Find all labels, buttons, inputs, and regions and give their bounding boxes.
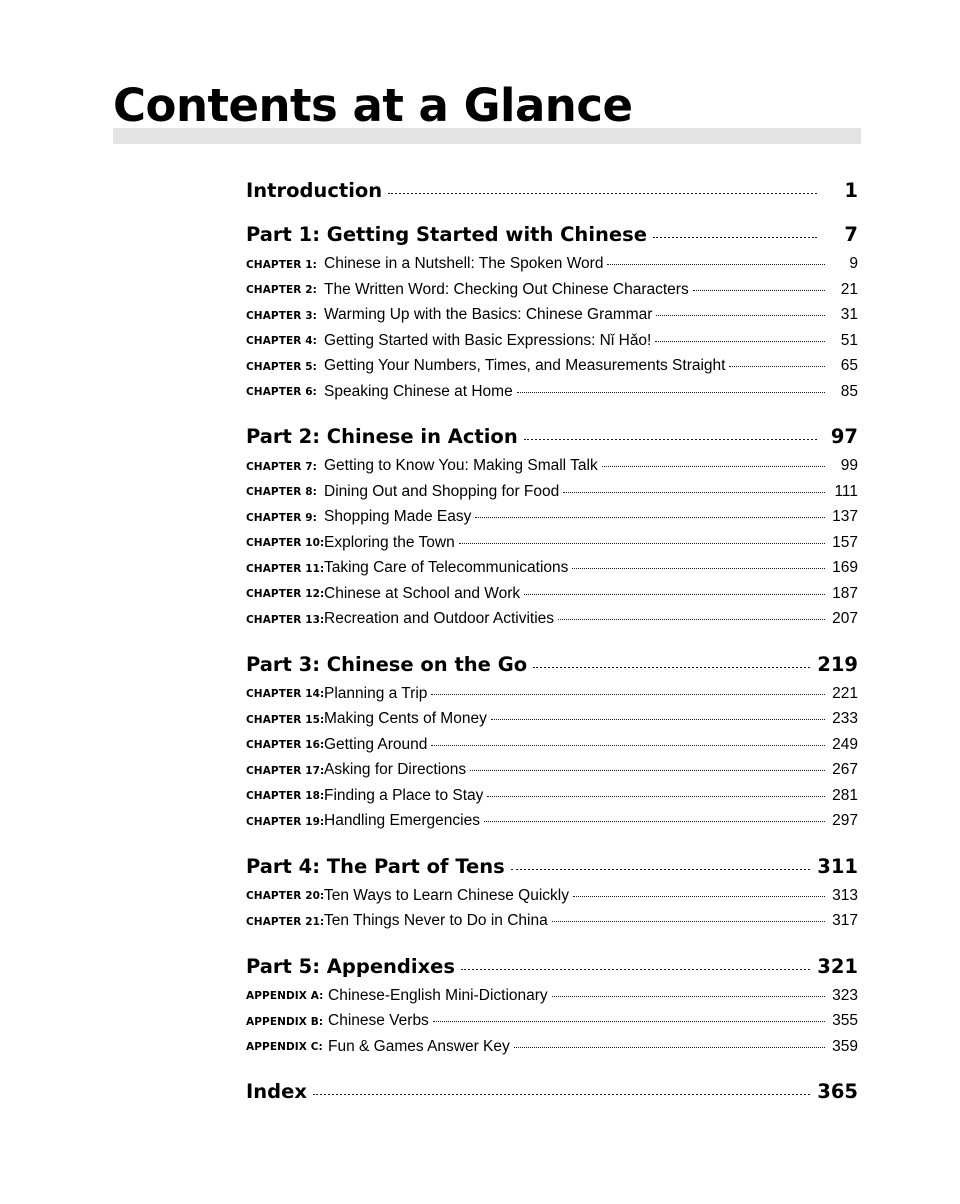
toc-dot-leader [491,719,825,720]
toc-chapter-label: Getting Your Numbers, Times, and Measurements Straight [324,357,726,374]
toc-chapter-row[interactable] [246,556,858,582]
toc-chapter-label: Exploring the Town [324,533,455,551]
toc-dot-leader [558,619,825,620]
toc-chapter-number: CHAPTER 8: [246,486,317,498]
toc-chapter-number: CHAPTER 12: [246,588,325,600]
toc-page-number: 281 [832,786,858,804]
toc-chapter-number: APPENDIX A: [246,990,324,1002]
toc-page-number: 169 [832,559,858,576]
toc-chapter-row[interactable] [246,607,858,633]
toc-chapter-row[interactable] [246,531,858,557]
toc-page-number: 157 [832,533,858,551]
toc-chapter-row[interactable] [246,505,858,531]
toc-page-number: 9 [849,255,858,272]
toc-chapter-label: Warming Up with the Basics: Chinese Grammar [324,306,653,323]
toc-chapter-number: CHAPTER 17: [246,764,325,777]
toc-chapter-label: Chinese-English Mini-Dictionary [328,986,548,1004]
toc-chapter-row[interactable] [246,784,858,810]
toc-chapter-row[interactable] [246,884,858,910]
toc-chapter-label: Chinese Verbs [328,1012,429,1029]
toc-part-label: Part 1: Getting Started with Chinese [246,223,647,246]
toc-dot-leader [693,290,825,291]
toc-chapter-row[interactable] [246,303,858,329]
toc-chapter-number: CHAPTER 11: [246,562,325,575]
toc-dot-leader [563,492,825,493]
toc-page-number: 99 [840,457,858,474]
toc-chapter-number: CHAPTER 2: [246,284,317,296]
toc-page-number: 311 [817,854,858,878]
toc-chapter-row[interactable] [246,1009,858,1035]
toc-chapter-label: Planning a Trip [324,684,428,702]
toc-chapter-number: CHAPTER 6: [246,386,317,398]
toc-page-number: 7 [844,223,858,246]
toc-dot-leader [514,1047,825,1048]
toc-chapter-number: CHAPTER 4: [246,335,317,347]
toc-page-number: 359 [832,1037,858,1055]
toc-chapter-number: CHAPTER 9: [246,511,317,524]
toc-dot-leader [484,821,825,822]
toc-dot-leader [656,315,825,316]
toc-part-row[interactable] [246,954,858,979]
toc-chapter-label: Recreation and Outdoor Activities [324,610,555,627]
toc-dot-leader [573,896,825,897]
toc-part-row[interactable] [246,424,858,449]
toc-dot-leader [572,568,825,569]
toc-dot-leader [511,869,811,870]
toc-dot-leader [431,694,825,695]
toc-dot-leader [459,543,825,544]
toc-chapter-label: The Written Word: Checking Out Chinese Characters [324,280,689,298]
toc-chapter-label: Getting Around [324,735,428,753]
toc-page-number: 355 [832,1012,858,1029]
toc-chapter-label: Ten Things Never to Do in China [324,912,548,929]
toc-page-number: 137 [832,508,858,525]
toc-part-row[interactable] [246,1079,858,1104]
page-title: Contents at a Glance [113,79,633,132]
toc-dot-leader [517,392,825,393]
toc-chapter-number: CHAPTER 5: [246,360,317,373]
page-title-block [113,78,873,134]
toc-chapter-label: Getting Started with Basic Expressions: Nǐ Hǎo! [324,331,652,349]
toc-page-number: 219 [817,652,858,676]
toc-chapter-row[interactable] [246,682,858,708]
toc-chapter-row[interactable] [246,480,858,506]
toc-dot-leader [461,969,810,970]
toc-dot-leader [552,921,825,922]
toc-chapter-label: Dining Out and Shopping for Food [324,482,560,500]
toc-chapter-label: Getting to Know You: Making Small Talk [324,457,598,474]
toc-chapter-number: CHAPTER 21: [246,915,325,928]
toc-page-number: 323 [832,986,858,1004]
toc-part-label: Part 3: Chinese on the Go [246,652,528,676]
toc-chapter-row[interactable] [246,252,858,278]
toc-chapter-number: CHAPTER 13: [246,613,325,626]
toc-page-number: 233 [832,710,858,727]
toc-page-number: 207 [832,610,858,627]
toc-chapter-label: Chinese in a Nutshell: The Spoken Word [324,255,604,272]
toc-chapter-label: Chinese at School and Work [324,584,521,602]
toc-chapter-number: CHAPTER 18: [246,790,325,802]
toc-chapter-number: CHAPTER 3: [246,309,317,322]
toc-chapter-number: CHAPTER 1: [246,258,317,271]
toc-chapter-number: CHAPTER 16: [246,739,325,751]
toc-chapter-label: Ten Ways to Learn Chinese Quickly [324,886,569,904]
toc-chapter-row[interactable] [246,354,858,380]
toc-page-number: 249 [832,735,858,753]
toc-page-number: 1 [844,179,858,202]
toc-page-number: 85 [840,382,858,400]
toc-dot-leader [433,1021,825,1022]
toc-part-label: Index [246,1080,307,1103]
toc-chapter-number: CHAPTER 19: [246,815,325,828]
toc-dot-leader [655,341,825,342]
toc-dot-leader [729,366,825,367]
toc-chapter-number: CHAPTER 15: [246,713,325,726]
toc-dot-leader [431,745,825,746]
toc-part-label: Part 5: Appendixes [246,954,455,978]
toc-chapter-row[interactable] [246,733,858,759]
toc-chapter-number: CHAPTER 20: [246,890,325,902]
toc-page-number: 51 [840,331,858,349]
toc-chapter-number: CHAPTER 7: [246,460,317,473]
toc-dot-leader [602,466,825,467]
toc-chapter-label: Fun & Games Answer Key [328,1037,510,1055]
toc-chapter-label: Finding a Place to Stay [324,786,484,804]
toc-chapter-number: APPENDIX B: [246,1015,324,1028]
toc-chapter-row[interactable] [246,909,858,935]
toc-dot-leader [524,594,825,595]
toc-page-number: 187 [832,584,858,602]
toc-chapter-label: Handling Emergencies [324,812,480,829]
toc-page-number: 21 [840,280,858,298]
toc-part-label: Part 4: The Part of Tens [246,854,505,878]
toc-chapter-label: Taking Care of Telecommunications [324,559,569,576]
toc-dot-leader [313,1094,810,1095]
toc-chapter-number: CHAPTER 14: [246,688,325,700]
toc-chapter-row[interactable] [246,582,858,608]
toc-chapter-row[interactable] [246,758,858,784]
toc-page-number: 65 [840,357,858,374]
toc-part-label: Introduction [246,179,383,202]
toc-part-label: Part 2: Chinese in Action [246,425,518,448]
toc-part-row[interactable] [246,222,858,247]
toc-dot-leader [487,796,825,797]
toc-part-row[interactable] [246,854,858,879]
toc-chapter-row[interactable] [246,454,858,480]
toc-page-number: 31 [840,306,858,323]
toc-chapter-row[interactable] [246,278,858,304]
toc-page-number: 317 [832,912,858,929]
toc-dot-leader [524,439,817,440]
toc-page-number: 111 [834,482,858,500]
toc-chapter-label: Shopping Made Easy [324,508,472,525]
toc-chapter-row[interactable] [246,1035,858,1061]
toc-part-row[interactable] [246,652,858,677]
toc-dot-leader [475,517,825,518]
toc-chapter-label: Making Cents of Money [324,710,487,727]
toc-dot-leader [653,237,817,238]
toc-chapter-number: CHAPTER 10: [246,537,325,549]
toc-chapter-row[interactable] [246,809,858,835]
toc-dot-leader [470,770,825,771]
toc-page-number: 321 [817,954,858,978]
toc-chapter-row[interactable] [246,707,858,733]
toc-chapter-number: APPENDIX C: [246,1041,323,1053]
table-of-contents [246,178,858,1109]
toc-page-number: 267 [832,761,858,778]
toc-page-number: 97 [830,425,858,448]
toc-page-number: 313 [832,886,858,904]
toc-chapter-label: Speaking Chinese at Home [324,382,513,400]
toc-chapter-row[interactable] [246,380,858,406]
toc-part-row[interactable] [246,178,858,203]
toc-dot-leader [607,264,825,265]
toc-dot-leader [388,193,817,194]
toc-dot-leader [552,996,825,997]
toc-dot-leader [533,667,810,668]
toc-page-number: 221 [832,684,858,702]
toc-page-number: 297 [832,812,858,829]
toc-chapter-label: Asking for Directions [324,761,467,778]
toc-page-number: 365 [817,1080,858,1103]
toc-chapter-row[interactable] [246,984,858,1010]
toc-chapter-row[interactable] [246,329,858,355]
